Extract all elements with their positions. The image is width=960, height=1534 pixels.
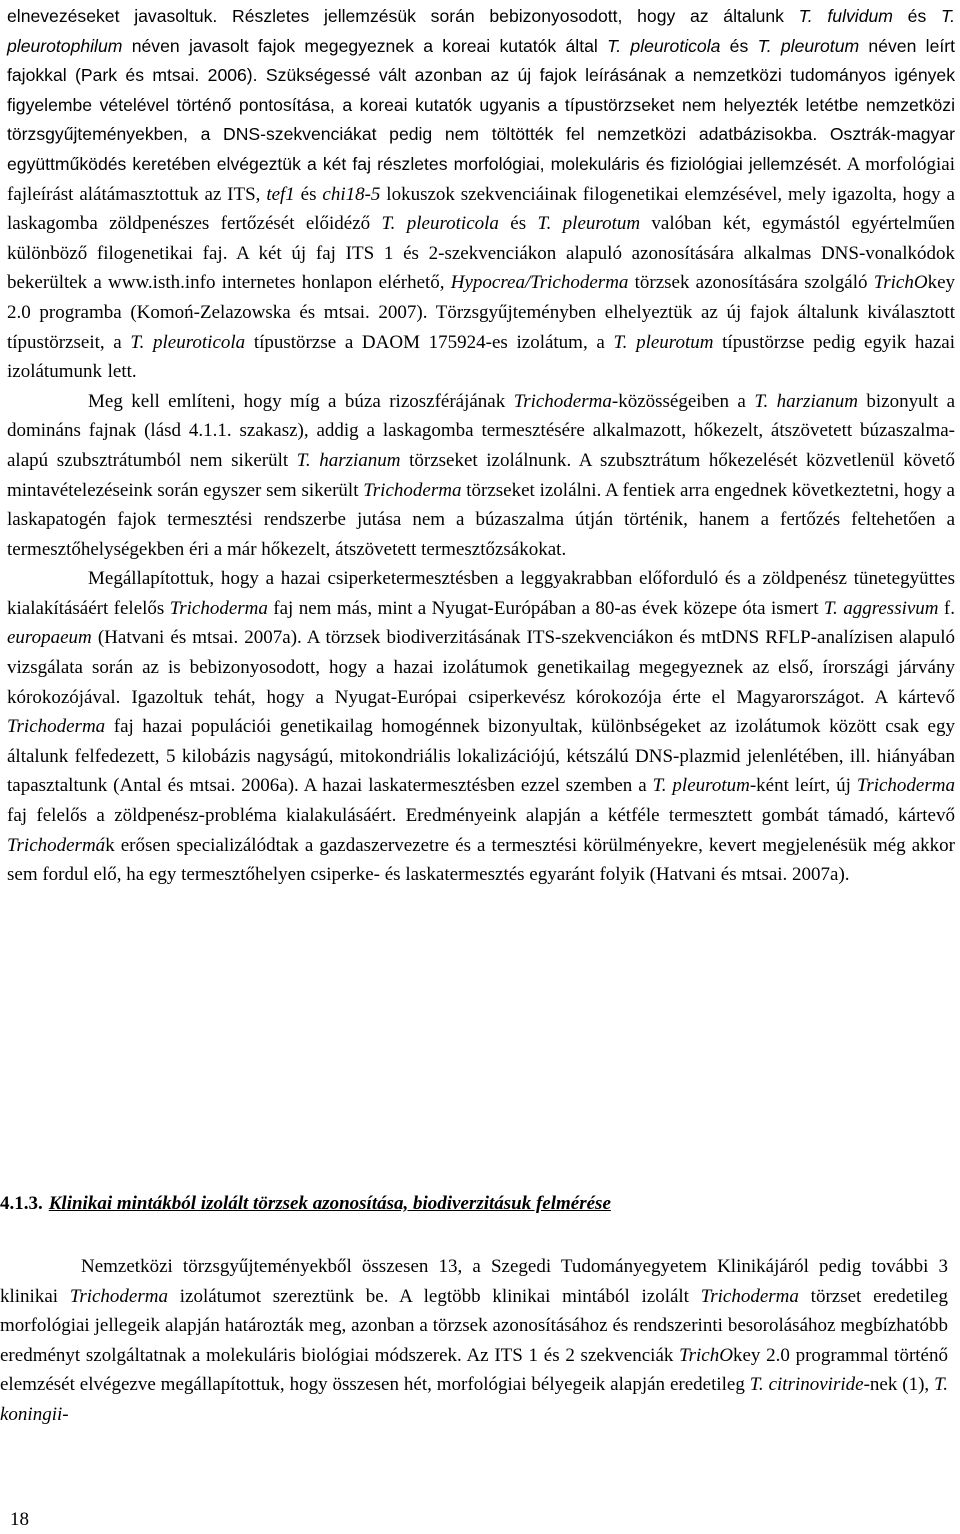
text-run: key 2.0 programmal történő elemzését elvégezve megállapítottuk, hogy összesen hét, morfológiai bélyegeik alapján eredetileg	[0, 1344, 948, 1396]
italic-text-run: T. pleurotum	[613, 331, 714, 353]
text-run: -ként leírt, új	[749, 775, 857, 797]
text-run: valóban két, egymástól egyértelműen különböző filogenetikai faj. A két új faj ITS 1 és 2-szekvenciákon alapuló azonosítására alkalmas DNS-vonalkódok bekerültek a www.isth.info internetes honlapon elérhető,	[7, 213, 956, 294]
italic-text-run: T. citrinoviride	[749, 1374, 864, 1396]
italic-text-run: Trichoderma	[513, 390, 612, 412]
text-run: törzsek azonosítására szolgáló	[628, 272, 874, 294]
italic-text-run: chi18-5	[322, 183, 381, 205]
italic-text-run: Trichoderma	[69, 1285, 168, 1307]
text-run: elnevezéseket javasoltuk. Részletes jellemzésük során bebizonyosodott, hogy az általunk	[7, 6, 799, 26]
text-run: -nek (1),	[863, 1374, 935, 1396]
italic-text-run: Trichoderma	[363, 479, 462, 501]
text-run: faj felelős a zöldpenész-probléma kialakulásáért. Eredményeink alapján a kétféle termesztett gombát támadó, kártevő	[7, 805, 955, 827]
italic-text-run: T. pleurotum	[757, 35, 860, 56]
italic-text-run: T. pleurotophilum	[7, 6, 955, 56]
italic-text-run: Trichodermá	[7, 834, 106, 856]
text-run: -közösségeiben a	[611, 390, 755, 412]
text-run: és	[720, 35, 758, 56]
body-paragraph	[7, 564, 955, 890]
italic-text-run: T. pleuroticola	[607, 35, 721, 56]
italic-text-run: T. pleuroticola	[130, 331, 246, 353]
text-run: faj nem más, mint a Nyugat-Európában a 80-as évek közepe óta ismert	[267, 597, 824, 619]
italic-text-run: tef1	[266, 183, 295, 205]
text-run: néven leírt fajokkal (Park és mtsai. 2006). Szükségessé vált azonban az új fajok leírásának a nemzetközi tudományos igények figyelembe vételével történő pontosítása, a koreai kutatók ugyanis a típustörzseket nem helyezték letétbe nemzetközi törzsgyűjteményekben, a DNS-szekvenciákat pedig nem töltötték fel nemzetközi adatbázisokba. Osztrák-magyar együttműködés keretében elvégeztük a két faj részletes morfológiai, molekuláris és fiziológiai jellemzését.	[7, 35, 955, 174]
italic-text-run: Hypocrea/Trichoderma	[450, 272, 629, 294]
document-page	[7, 2, 955, 890]
text-run: faj hazai populációi genetikailag homogénnek bizonyultak, különbségeket az izolátumok között csak egy általunk felfedezett, 5 kilobázis nagyságú, mitokondriális lokalizációjú, kétszálú DNS-plazmid jelenlétében, ill. hiányában tapasztaltunk (Antal és mtsai. 2006a). A hazai laskatermesztésben ezzel szemben a	[7, 716, 955, 797]
italic-text-run: Trichoderma	[169, 597, 268, 619]
text-run: törzseket izolálni. A fentiek arra engednek következtetni, hogy a laskapatogén fajok termesztési rendszerbe jutása nem a búzaszalma útján történik, hanem a fertőzés feltehetően a termesztőhelységekben éri a már hőkezelt, átszövetett termesztőzsákokat.	[7, 479, 955, 560]
section-heading	[0, 1191, 611, 1217]
italic-text-run: T. aggressivum	[823, 597, 939, 619]
text-run: izolátumot szereztünk be. A legtöbb klinikai mintából izolált	[168, 1285, 701, 1307]
italic-text-run: T. harzianum	[296, 449, 401, 471]
text-run: Meg kell említeni, hogy míg a búza rizoszférájának	[88, 390, 514, 412]
section-number: 4.1.3.	[0, 1193, 43, 1214]
text-run: f.	[938, 597, 955, 619]
text-run: és	[892, 6, 941, 26]
italic-text-run: T. pleurotum	[537, 213, 641, 235]
italic-text-run: Trichoderma	[856, 775, 955, 797]
text-run: Nemzetközi törzsgyűjteményekből összesen 13, a Szegedi Tudományegyetem Klinikájáról pedig további 3 klinikai	[0, 1256, 948, 1307]
text-run: Megállapítottuk, hogy a hazai csiperketermesztésben a leggyakrabban előforduló és a zöldpenész tünetegyüttes kialakításáért felelős	[7, 568, 955, 619]
italic-text-run: Trichoderma	[7, 716, 106, 738]
text-run: és	[294, 183, 323, 205]
italic-text-run: T. fulvidum	[798, 6, 893, 26]
text-run: néven javasolt fajok megegyeznek a koreai kutatók által	[122, 35, 608, 56]
text-run: key 2.0 programba (Komoń-Zelazowska és mtsai. 2007). Törzsgyűjteményben elhelyeztük az új fajok általunk kiválasztott típustörzseit, a	[7, 272, 955, 353]
italic-text-run: T. pleuroticola	[381, 213, 499, 235]
text-run: típustörzse pedig egyik hazai izolátumunk lett.	[7, 331, 955, 383]
italic-text-run: TrichO	[873, 272, 928, 294]
text-run: lokuszok szekvenciáinak filogenetikai elemzésével, mely igazolta, hogy a laskagomba zöldpenészes fertőzését előidéző	[7, 183, 955, 235]
text-run: k erősen specializálódtak a gazdaszervezetre és a termesztési körülményekre, kevert megjelenésük még akkor sem fordul elő, ha egy termesztőhelyen csiperke- és laskatermesztés egyaránt folyik (Hatvani és mtsai. 2007a).	[7, 834, 955, 886]
text-run: (Hatvani és mtsai. 2007a). A törzsek biodiverzitásának ITS-szekvenciákon és mtDNS RFLP-analízisen alapuló vizsgálata során az is bebizonyosodott, hogy a hazai izolátumok genetikailag megegyeznek az első, írországi járvány kórokozójával. Igazoltuk tehát, hogy a Nyugat-Európai csiperkevész kórokozója érte el Magyarországot. A kártevő	[7, 627, 955, 708]
text-run: bizonyult a domináns fajnak (lásd 4.1.1. szakasz), addig a laskagomba termesztésére alkalmazott, hőkezelt, átszövetett búzaszalma-alapú szubsztrátumból nem sikerült	[7, 390, 956, 471]
body-paragraph	[7, 387, 955, 565]
text-run: A morfológiai fajleírást alátámasztottuk az ITS,	[7, 153, 955, 205]
text-run: -	[62, 1403, 69, 1425]
italic-text-run: europaeum	[7, 627, 92, 649]
text-run: típustörzse a DAOM 175924-es izolátum, a	[245, 331, 614, 353]
page-number: 18	[10, 1509, 29, 1530]
body-paragraph	[0, 1252, 948, 1430]
italic-text-run: T. harzianum	[754, 390, 858, 412]
italic-text-run: T. koningii	[0, 1374, 948, 1425]
italic-text-run: Trichoderma	[700, 1285, 799, 1307]
text-run: törzset eredetileg morfológiai jellegeik alapján határozták meg, azonban a törzsek azonosításához és rendszerinti besorolásához megbízhatóbb eredményt szolgáltatnak a molekuláris biológiai módszerek. Az ITS 1 és 2 szekvenciák	[0, 1285, 948, 1366]
section-title: Klinikai mintákból izolált törzsek azonosítása, biodiverzitásuk felmérése	[48, 1193, 611, 1214]
text-run: és	[498, 213, 538, 235]
text-run: törzseket izolálnunk. A szubsztrátum hőkezelését közvetlenül követő mintavételezéseink során egyszer sem sikerült	[7, 449, 955, 501]
italic-text-run: T. pleurotum	[652, 775, 750, 797]
italic-text-run: TrichO	[679, 1344, 733, 1366]
body-paragraph	[7, 2, 955, 387]
